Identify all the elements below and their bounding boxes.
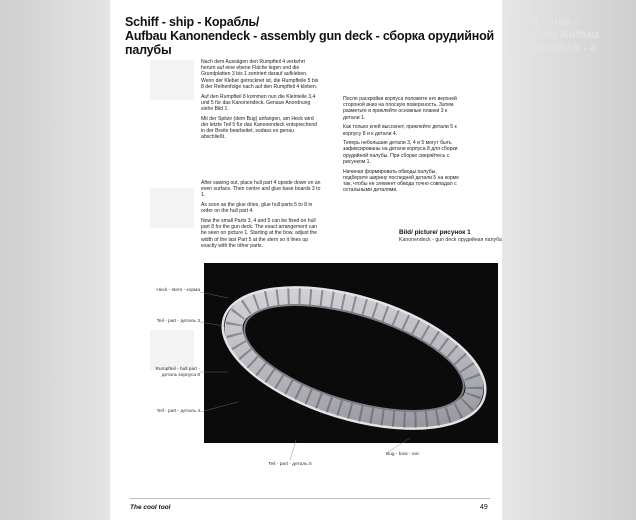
- russian-paragraph-4: Начиная формировать обводы палубы, подберите ширину последней детали 5 на корме так, чтобы ее элемент обвода точно совпадал с остальными деталями.: [343, 168, 460, 194]
- english-paragraph-2: As soon as the glue dries, glue hull parts 5 to 8 in order on the hull part 4.: [201, 202, 313, 215]
- russian-paragraph-2: Как только клей высохнет, приклейте детали 5 к корпусу 8 и к детали 4.: [343, 124, 457, 137]
- figure-label: Bild/ picture/ рисунок 1: [399, 229, 471, 236]
- callout-part-5: Teil - part - деталь 5: [268, 462, 312, 467]
- german-paragraph-1: Nach dem Aussägen den Rumpfteil 4 verkehrt herum auf eine ebene Fläche legen und die Grundplatten 3 bis 1 zentriert darauf aufkleben. Wenn der Kleber getrocknet ist, die Rumpfteile 5 bis 8 der Reihenfolge nach auf den Rumpfteil 4 kleben.: [201, 59, 319, 90]
- callout-part-4: Teil - part - деталь 4: [156, 409, 200, 414]
- callout-bow: Bug - bow - нос: [386, 452, 420, 457]
- document-page: [110, 0, 502, 520]
- russian-paragraph-3: Теперь небольшие детали 3, 4 и 5 могут быть зафиксированы на детали корпуса 8 для сборки орудийной палубы. При сборке сверяйтесь с рисунком 1.: [343, 140, 458, 165]
- figure-caption: Kanonendeck - gun deck орудийная палуба: [399, 237, 502, 243]
- page-number: 49: [480, 504, 488, 511]
- brand-logo-text: The cool tool: [130, 504, 171, 511]
- footer-rule: [130, 498, 490, 499]
- callout-stern: Heck - stern - корма: [156, 288, 200, 293]
- adjacent-page-left: [0, 0, 110, 520]
- russian-paragraph-1: После раскройки корпуса положите его верхней стороной вниз на плоскую поверхность. Затем разметьте и приклейте основные планки 3 к детали 1.: [343, 96, 457, 121]
- title-line-1: Schiff - ship - Корабль/: [125, 15, 260, 29]
- german-paragraph-2: Auf den Rumpfteil 8 kommen nun die Kleinteile 3,4 und 5 für das Kanonendeck. Genaue Anordnung siehe Bild 1.: [201, 93, 316, 112]
- adjacent-page-title: Schiff - ship - Корабль/ Aufbau Kanonendeck - a: [508, 16, 599, 54]
- german-paragraph-3: Mit der Spitze (dem Bug) anfangen, am Heck wird der letzte Teil 5 für das Kanonendeck entsprechend in der Breite bearbeitet, sodass es genau abschließt.: [201, 115, 318, 141]
- title-line-2: Aufbau Kanonendeck - assembly gun deck - сборка орудийной палубы: [125, 29, 495, 57]
- adjacent-page-right: [502, 0, 636, 520]
- callout-hull-part-8: Rumpfteil - hull part - деталь корпуса 8: [155, 367, 200, 378]
- callout-leader-lines: [110, 0, 502, 520]
- english-paragraph-3: Now the small Parts 3, 4 and 5 can be fixed on hull part 8 for the gun deck. The exact arrangement can be seen on picture 1. Starting at the bow, adjust the width of the last Part 5 at the stern so it lines up exactly with the other parts.: [201, 218, 318, 249]
- english-paragraph-1: After sawing out, place hull part 4 upside down on an even surface. Then centre and glue base boards 3 to 1.: [201, 180, 321, 199]
- callout-part-3: Teil - part - деталь 3: [156, 319, 200, 324]
